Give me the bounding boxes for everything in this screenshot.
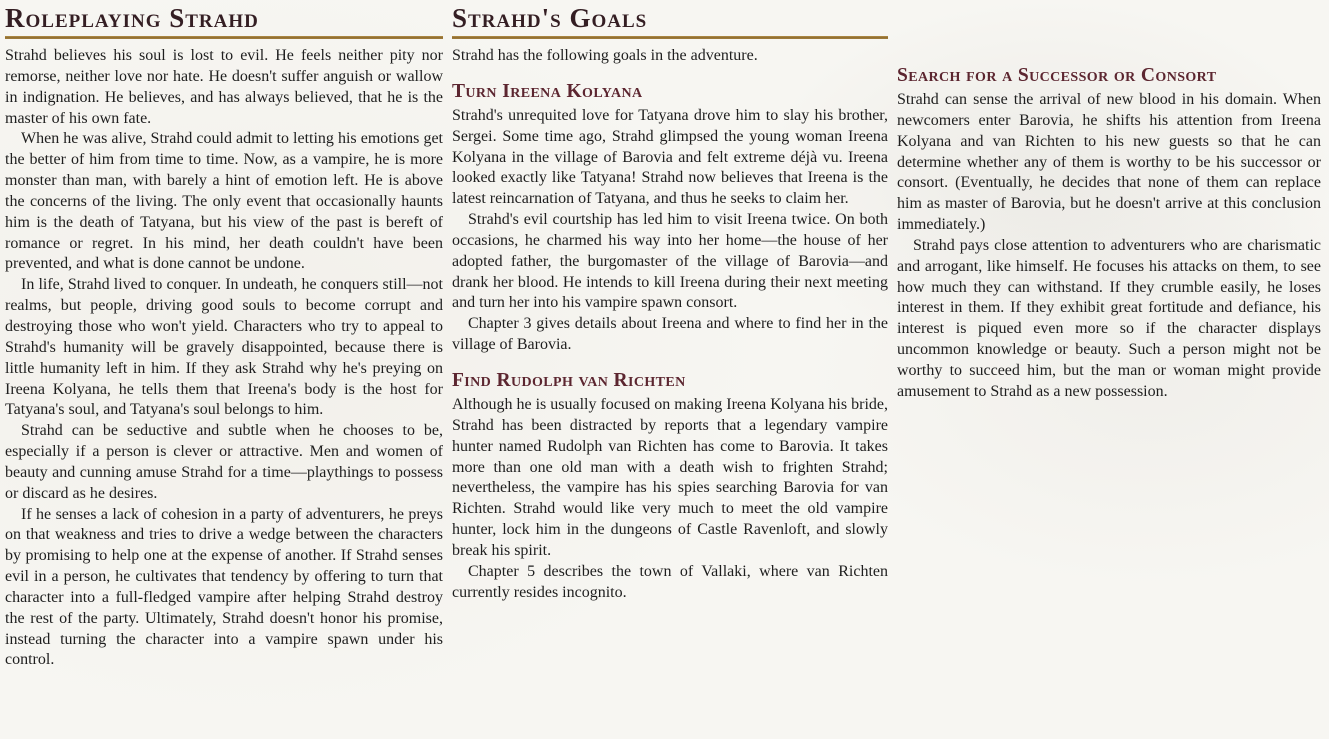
paragraph: Strahd's evil courtship has led him to visit Ireena twice. On both occasions, he charmed his way into her home—the house of her adopted father, the burgomaster of the village of Barovia—and drank her blood. He intends to kill Ireena during their next meeting and turn her into his vampire spawn consort. bbox=[452, 211, 888, 312]
paragraph: In life, Strahd lived to conquer. In undeath, he conquers still—not realms, but people, driving good souls to become corrupt and destroying those who won't yield. Characters who try to appeal to Strahd's humanity will be gravely disappointed, because there is little humanity left in him. If they ask Strahd why he's preying on Ireena Kolyana, he tells them that Ireena's body is the host for Tatyana's soul, and Tatyana's soul belongs to him. bbox=[5, 276, 443, 419]
heading-rule-left bbox=[5, 36, 443, 39]
paragraph: Strahd can sense the arrival of new blood in his domain. When newcomers enter Barovia, he shifts his attention from Ireena Kolyana and van Richten to his new guests so that he can determine whether any of them is worthy to be his successor or consort. (Eventually, he decides that none of them can replace him as master of Barovia, but he doesn't arrive at this conclusion immediately.) bbox=[897, 91, 1321, 234]
column-roleplaying-strahd bbox=[5, 0, 443, 671]
subheading-search-for-successor-or-consort: Search for a Successor or Consort bbox=[897, 65, 1217, 86]
heading-strahds-goals: Strahd's Goals bbox=[452, 3, 648, 33]
subheading-find-rudolph-van-richten: Find Rudolph van Richten bbox=[452, 369, 686, 391]
column-successor-or-consort bbox=[897, 64, 1321, 403]
column-strahds-goals bbox=[452, 0, 888, 603]
paragraph: Chapter 5 describes the town of Vallaki, where van Richten currently resides incognito. bbox=[452, 562, 888, 601]
paragraph: Strahd can be seductive and subtle when he chooses to be, especially if a person is clever or attractive. Men and women of beauty and cunning amuse Strahd for a time—playthings to possess or discard as he desires. bbox=[5, 422, 443, 502]
paragraph: Strahd believes his soul is lost to evil. He feels neither pity nor remorse, neither love nor hate. He doesn't suffer anguish or wallow in indignation. He believes, and has always believed, that he is the master of his own fate. bbox=[5, 47, 443, 127]
paragraph: If he senses a lack of cohesion in a party of adventurers, he preys on that weakness and tries to drive a wedge between the characters by promising to help one at the expense of another. If Strahd senses evil in a person, he cultivates that tendency by offering to turn that character into a full-fledged vampire after helping Strahd destroy the rest of the party. Ultimately, Strahd doesn't honor his promise, instead turning the character into a vampire spawn under his control. bbox=[5, 505, 443, 669]
subheading-turn-ireena-kolyana: Turn Ireena Kolyana bbox=[452, 80, 643, 102]
paragraph: When he was alive, Strahd could admit to letting his emotions get the better of him from time to time. Now, as a vampire, he is more monster than man, with barely a hint of emotion left. He is above the concerns of the living. The only event that occasionally haunts him is the death of Tatyana, but his view of the past is bereft of romance or regret. In his mind, her death couldn't have been prevented, and what is done cannot be undone. bbox=[5, 130, 443, 273]
heading-rule-middle bbox=[452, 36, 888, 39]
paragraph: Although he is usually focused on making Ireena Kolyana his bride, Strahd has been distracted by reports that a legendary vampire hunter named Rudolph van Richten has come to Barovia. It takes more than one old man with a death wish to frighten Strahd; nevertheless, the vampire has his spies searching Barovia for van Richten. Strahd would like very much to meet the old vampire hunter, lock him in the dungeons of Castle Ravenloft, and slowly break his spirit. bbox=[452, 395, 888, 559]
paragraph: Strahd's unrequited love for Tatyana drove him to slay his brother, Sergei. Some time ago, Strahd glimpsed the young woman Ireena Kolyana in the village of Barovia and felt extreme déjà vu. Ireena looked exactly like Tatyana! Strahd now believes that Ireena is the latest reincarnation of Tatyana, and thus he seeks to claim her. bbox=[452, 106, 888, 208]
heading-roleplaying-strahd: Roleplaying Strahd bbox=[5, 3, 259, 33]
paragraph: Strahd pays close attention to adventurers who are charismatic and arrogant, like himself. He focuses his attacks on them, to see how much they can withstand. If they crumble easily, he loses interest in them. If they exhibit great fortitude and defiance, his interest is piqued even more so if the character displays uncommon knowledge or beauty. Such a person might not be worthy to succeed him, but the man or woman might provide amusement to Strahd as a new possession. bbox=[897, 236, 1321, 400]
goals-intro: Strahd has the following goals in the adventure. bbox=[452, 47, 758, 64]
paragraph: Chapter 3 gives details about Ireena and where to find her in the village of Barovia. bbox=[452, 315, 888, 354]
